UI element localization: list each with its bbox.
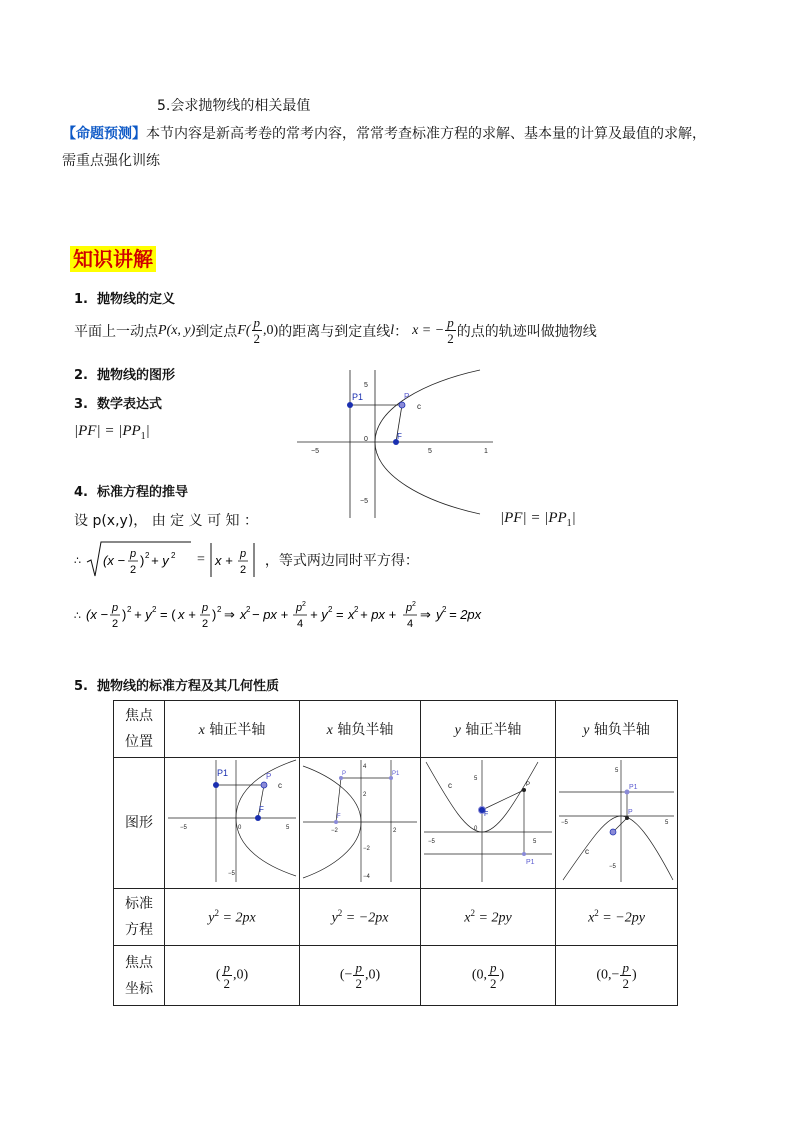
derivation-step-2	[74, 595, 514, 639]
tick-y5: 5	[474, 776, 478, 782]
point-f: F(	[237, 322, 251, 338]
tick-zero: 0	[238, 825, 242, 831]
graph-x-positive	[166, 758, 298, 884]
directrix-eq: x = −	[412, 322, 445, 338]
svg-text:): )	[122, 607, 127, 622]
svg-text:4: 4	[407, 618, 414, 630]
graph-cell-y-positive	[421, 758, 556, 889]
point-p	[625, 816, 629, 820]
label-p1: P1	[217, 768, 229, 778]
svg-text:x +: x +	[178, 607, 196, 622]
label-f: F	[484, 811, 489, 818]
label-p: P	[526, 782, 531, 788]
def-text-1: 平面上一动点	[74, 323, 158, 340]
svg-text:− px +: − px +	[252, 607, 289, 622]
section-1-title: 1. 抛物线的定义	[74, 292, 176, 307]
svg-text:p: p	[239, 548, 247, 560]
derivation-let: 设 p(x,y)， 由 定 义 可 知 ：	[74, 513, 258, 529]
tick-1: 1	[484, 448, 488, 455]
svg-text:2: 2	[202, 618, 209, 630]
svg-text:+ y: + y	[151, 553, 169, 568]
svg-text:+ px +: + px +	[360, 607, 397, 622]
tick-yneg5: −5	[228, 871, 235, 877]
point-f	[610, 829, 616, 835]
tick-neg5: −5	[180, 825, 187, 831]
directrix-fraction: $\frac{p}{2}$	[447, 315, 454, 346]
label-p: P	[628, 809, 633, 816]
svg-text:2: 2	[239, 564, 247, 576]
tick-y5: 5	[364, 382, 368, 389]
svg-text:2: 2	[112, 618, 119, 630]
svg-text:(x −: (x −	[86, 607, 109, 622]
graph-cell-x-positive	[165, 758, 300, 889]
svg-text:∴: ∴	[74, 610, 81, 622]
section-2-title: 2. 抛物线的图形	[74, 368, 176, 383]
svg-text:2: 2	[127, 605, 132, 614]
svg-text:2: 2	[171, 551, 176, 560]
goal-item-5: 5.会求抛物线的相关最值	[157, 98, 311, 114]
step1-text: ，等式两边同时平方得：	[264, 553, 419, 569]
line-l: l	[390, 322, 395, 338]
section-4-title: 4. 标准方程的推导	[74, 485, 189, 500]
focus-x-positive: ( $\frac{p}{2}$ ,0)	[165, 946, 300, 1006]
point-p	[522, 788, 526, 792]
parabola-graph	[295, 368, 495, 520]
focus-fraction: $\frac{p}{2}$	[253, 315, 261, 346]
label-c: c	[448, 781, 452, 790]
svg-text:2: 2	[442, 605, 447, 614]
def-text-5: 的点的轨迹叫做抛物线	[456, 323, 597, 340]
definition-sentence	[74, 316, 597, 345]
label-p: P	[404, 392, 410, 401]
point-f	[255, 815, 261, 821]
derivation-right-expr: $|PF| = |PP_1|$	[500, 510, 576, 529]
svg-text:x: x	[348, 607, 355, 622]
svg-text:): )	[140, 553, 145, 568]
tick-x5: 5	[665, 820, 669, 826]
graph-cell-x-negative	[300, 758, 421, 889]
point-p1	[347, 402, 353, 408]
col-header-1: x 轴正半轴	[165, 701, 300, 758]
label-f: F	[259, 805, 264, 814]
svg-text:2: 2	[152, 605, 157, 614]
def-text-3: 的距离与到定直线	[278, 323, 391, 340]
tick-neg2: −2	[363, 846, 370, 852]
label-c: c	[278, 781, 282, 790]
abs-expression	[209, 540, 265, 580]
row-label-focus: 焦点 坐标	[114, 946, 165, 1006]
svg-text:p: p	[296, 602, 303, 614]
label-p1: P1	[526, 859, 535, 866]
section-banner: 知识讲解	[70, 246, 156, 272]
tick-neg4: −4	[363, 874, 370, 880]
prediction-line-2: 需重点强化训练	[62, 153, 160, 169]
prediction-line-1	[62, 123, 706, 143]
tick-zero: 0	[474, 826, 478, 832]
svg-text:2: 2	[412, 601, 416, 608]
svg-text:2: 2	[302, 601, 306, 608]
prediction-label: 【命题预测】	[62, 126, 146, 142]
focus-x-negative: (− $\frac{p}{2}$ ,0)	[300, 946, 421, 1006]
tick-neg5: −5	[561, 820, 568, 826]
svg-text:2: 2	[217, 605, 222, 614]
tick-5: 5	[286, 825, 290, 831]
section-5-title: 5. 抛物线的标准方程及其几何性质	[74, 679, 280, 694]
sqrt-expression	[85, 540, 193, 580]
properties-table	[113, 700, 678, 1006]
point-f	[334, 820, 338, 824]
focus-y-negative: (0,− $\frac{p}{2}$ )	[556, 946, 678, 1006]
svg-text:(x −: (x −	[103, 553, 126, 568]
row-label-figure: 图形	[114, 758, 165, 889]
tick-zero: 0	[364, 436, 368, 443]
tick-xneg2: −2	[331, 828, 338, 834]
svg-text:⇒: ⇒	[224, 607, 235, 622]
focus-y-positive: (0, $\frac{p}{2}$ )	[421, 946, 556, 1006]
tick-5: 5	[428, 448, 432, 455]
label-p1: P1	[629, 784, 638, 791]
svg-text:y: y	[436, 607, 443, 622]
svg-text:2: 2	[145, 551, 150, 560]
tick-y5: 5	[615, 768, 619, 774]
svg-text:2: 2	[246, 605, 251, 614]
def-text-2: 到定点	[195, 323, 238, 340]
label-p1: P1	[392, 771, 400, 777]
pf-equals-pp1: $|PF| = |PP_1|$	[74, 423, 150, 442]
svg-text:x +: x +	[214, 553, 233, 568]
graph-y-positive	[422, 758, 554, 884]
point-p1	[213, 782, 219, 788]
prediction-text: 本节内容是新高考卷的常考内容，常常考查标准方程的求解、基本量的计算及最值的求解，	[146, 126, 706, 142]
tick-x2: 2	[393, 828, 397, 834]
label-f: F	[337, 814, 341, 820]
tick-neg5: −5	[428, 839, 435, 845]
svg-text:⇒: ⇒	[420, 607, 431, 622]
label-c: c	[585, 847, 589, 856]
point-p: P(x, y)	[158, 322, 196, 338]
row-label-equation: 标准 方程	[114, 889, 165, 946]
squared-equation	[74, 595, 514, 635]
point-p	[261, 782, 267, 788]
eq-y-positive: $x^2 = 2py$	[421, 889, 556, 946]
svg-text:2: 2	[328, 605, 333, 614]
derivation-step-1: ∴ (x − p 2 ) 2 + y 2 = x + p 2 ，等式两边同时平方得：	[74, 540, 419, 580]
section-3-title: 3. 数学表达式	[74, 397, 163, 412]
svg-text:4: 4	[297, 618, 304, 630]
svg-text:= 2px: = 2px	[449, 607, 482, 622]
label-p1: P1	[352, 392, 364, 402]
tick-yneg5: −5	[609, 864, 616, 870]
col-header-4: y 轴负半轴	[556, 701, 678, 758]
eq-x-negative: $y^2 = -2px$	[300, 889, 421, 946]
tick-neg5: −5	[311, 448, 319, 455]
tick-x5: 5	[533, 839, 537, 845]
svg-text:p: p	[406, 602, 413, 614]
svg-text:2: 2	[354, 605, 359, 614]
point-p1	[522, 852, 526, 856]
eq-y-negative: $x^2 = -2py$	[556, 889, 678, 946]
svg-text:p: p	[112, 602, 119, 614]
svg-text:+ y: + y	[310, 607, 328, 622]
point-p	[399, 402, 405, 408]
col-header-2: x 轴负半轴	[300, 701, 421, 758]
eq-x-positive: $y^2 = 2px$	[165, 889, 300, 946]
header-focus-position: 焦点 位置	[114, 701, 165, 758]
graph-y-negative	[557, 758, 676, 884]
svg-text:= (: = (	[160, 607, 176, 622]
tick-2: 2	[363, 792, 367, 798]
label-f: F	[397, 432, 402, 441]
graph-x-negative	[301, 758, 419, 884]
graph-cell-y-negative	[556, 758, 678, 889]
svg-text:p: p	[202, 602, 209, 614]
col-header-3: y 轴正半轴	[421, 701, 556, 758]
focus-tail: ,0)	[263, 322, 279, 338]
svg-text:x: x	[240, 607, 247, 622]
svg-text:): )	[212, 607, 217, 622]
svg-text:p: p	[130, 548, 137, 560]
tick-4: 4	[363, 764, 367, 770]
tick-yneg5: −5	[360, 498, 368, 505]
label-p: P	[342, 771, 347, 777]
svg-text:+ y: + y	[134, 607, 152, 622]
def-text-4: ：	[394, 323, 409, 340]
label-p: P	[266, 772, 272, 781]
label-c: c	[417, 402, 421, 411]
svg-text:2: 2	[130, 564, 137, 576]
svg-text:=: =	[336, 607, 344, 622]
